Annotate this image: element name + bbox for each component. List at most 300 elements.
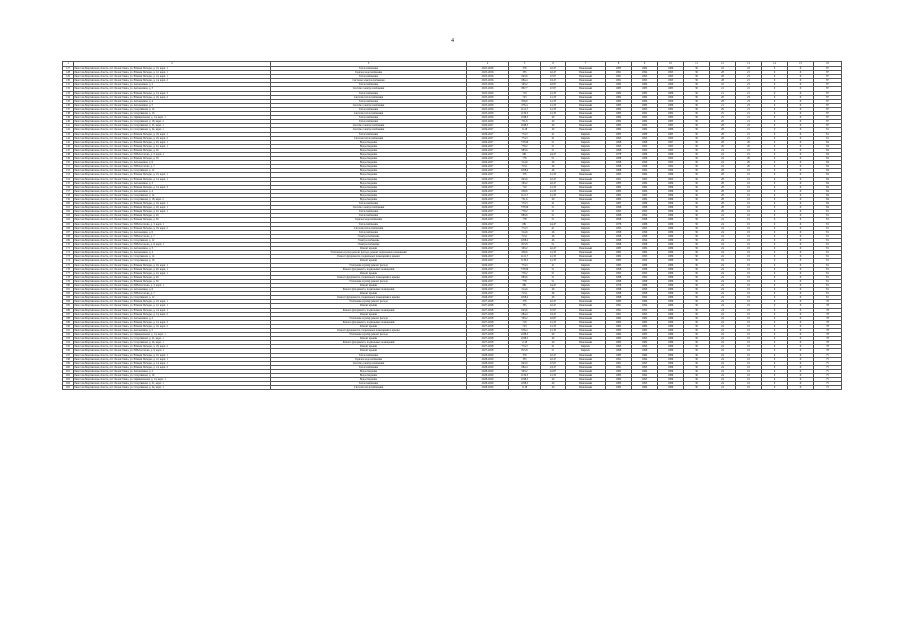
table-cell: 30 (684, 169, 710, 173)
table-cell: 0 (762, 369, 788, 373)
table-cell: 0 (762, 112, 788, 116)
table-cell: 87 (814, 71, 842, 75)
table-cell: 159 (63, 198, 74, 202)
table-cell: 30 (684, 357, 710, 361)
table-cell: 0 (762, 71, 788, 75)
table-cell: 30 (684, 181, 710, 185)
table-cell: 2027-2028 (467, 337, 509, 341)
table-cell: Кирпич (566, 161, 606, 165)
table-cell: 28 (710, 185, 736, 189)
table-cell: 1983 (606, 247, 632, 251)
table-cell: 30 (684, 157, 710, 161)
table-cell: Х (788, 382, 814, 386)
table-cell: 1995 (632, 337, 658, 341)
table-cell: 30 (684, 206, 710, 210)
table-cell: 1984 (632, 189, 658, 193)
table-cell: 19 (736, 263, 762, 267)
table-cell: Теплоснабжение (271, 353, 467, 357)
table-cell: 713,1 (509, 165, 541, 169)
table-cell: 1188,5 (509, 333, 541, 337)
table-cell: 643,6 (509, 361, 541, 365)
table-cell: Панельный (566, 374, 606, 378)
table-cell: 1985 (632, 320, 658, 324)
table-cell: 1986 (658, 292, 684, 296)
table-cell: Система электроснабжения (271, 124, 467, 128)
table-cell: Ряж.Сам.Мартинская область, пгт. Белая Глина, ул. Южная Победы, д. 18, корп. 2 (74, 136, 271, 140)
table-cell: Х (788, 140, 814, 144)
table-cell: 0 (762, 238, 788, 242)
table-cell: 1986 (658, 202, 684, 206)
table-cell: 43,47 (541, 79, 566, 83)
table-cell: 30 (684, 79, 710, 83)
table-cell: 24 (710, 333, 736, 337)
table-cell: 30 (684, 255, 710, 259)
table-cell: Теплоснабжение (271, 210, 467, 214)
table-cell: Ряж.Сам.Мартинская область, пгт. Белая Глина, ул. Н.Небогатова, д. 3, корп. 1 (74, 152, 271, 156)
table-cell: 2026-2027 (467, 206, 509, 210)
table-cell: 335 (509, 357, 541, 361)
table-cell: 2028-2029 (467, 378, 509, 382)
table-cell: 774,3 (509, 132, 541, 136)
table-cell: Теплоснабжение (271, 107, 467, 111)
table-cell: 24 (710, 263, 736, 267)
table-cell: 1986 (658, 296, 684, 300)
table-cell: Х (788, 247, 814, 251)
table-cell: Ряж.Сам.Мартинская область, пгт. Белая Глина, ул. Южная Победы, д. 14, корп. 2 (74, 79, 271, 83)
table-cell: 563,2 (509, 181, 541, 185)
table-cell: 1986 (658, 304, 684, 308)
table-cell: 19 (736, 353, 762, 357)
table-cell: Х (788, 243, 814, 247)
table-cell: 1986 (658, 345, 684, 349)
table-cell: Кирпич (566, 206, 606, 210)
table-cell: Х (788, 87, 814, 91)
table-cell: 47,67 (541, 308, 566, 312)
table-cell: Панельный (566, 365, 606, 369)
table-cell: 1986 (658, 349, 684, 353)
table-cell: Ряж.Сам.Мартинская область, пгт. Белая Глина, ул. Южная Победы, д. 12, корп. 1 (74, 304, 271, 308)
table-cell: Ряж.Сам.Мартинская область, пгт. Белая Глина, ул. Спортивной, д. 21, корп. 1 (74, 124, 271, 128)
table-cell: 0 (762, 374, 788, 378)
table-cell: Ряж.Сам.Мартинская область, пгт. Белая Глина, ул. Н.Небогатова, д. 3, корп. 1 (74, 283, 271, 287)
table-cell: 19 (736, 173, 762, 177)
table-cell: 81 (814, 255, 842, 259)
table-cell: 30 (684, 210, 710, 214)
table-cell: 24 (710, 255, 736, 259)
table-cell: 19 (736, 341, 762, 345)
table-cell: 1993 (658, 161, 684, 165)
table-cell: 0 (762, 247, 788, 251)
table-cell: 514,6 (509, 161, 541, 165)
table-cell: 26 (710, 120, 736, 124)
table-cell: 1982 (606, 185, 632, 189)
table-cell: Ряж.Сам.Мартинская область, пгт. Белая Глина, ул. Автономная, д. 4 (74, 189, 271, 193)
table-cell: 40 (541, 198, 566, 202)
table-cell: Ряж.Сам.Мартинская область, пгт. Белая Глина, ул. Южная Победы, д. 14, корп. 3 (74, 320, 271, 324)
table-cell: 30 (684, 124, 710, 128)
table-cell: 0 (762, 99, 788, 103)
table-cell: 1993 (658, 75, 684, 79)
table-cell: 30 (684, 222, 710, 226)
table-cell: 1998 (632, 165, 658, 169)
table-cell: 78 (814, 300, 842, 304)
table-cell: 30 (684, 341, 710, 345)
table-cell: 41 (541, 226, 566, 230)
table-cell: 0 (762, 67, 788, 71)
table-cell: 175 (63, 263, 74, 267)
table-cell: 1986 (658, 283, 684, 287)
table-cell: 1130,3 (509, 112, 541, 116)
table-cell: Х (788, 329, 814, 333)
table-cell: Ремонт фундамента, подвальных помещений и крыши (271, 296, 467, 300)
table-cell: Ряж.Сам.Мартинская область, пгт. Белая Глина, ул. Автономная, д. 2 (74, 316, 271, 320)
table-cell: Х (788, 128, 814, 132)
table-cell: Панельный (566, 259, 606, 263)
table-cell: Ряж.Сам.Мартинская область, пгт. Белая Глина, ул. Спортивной, д. 21, корп. 1 (74, 382, 271, 386)
table-cell: 51 (541, 279, 566, 283)
table-cell: 78 (814, 333, 842, 337)
table-cell: 19 (736, 218, 762, 222)
table-cell: Утепление и (или) ремонт фасада (271, 316, 467, 320)
table-cell: 1986 (658, 263, 684, 267)
table-cell: 24 (710, 218, 736, 222)
table-cell: 30 (684, 271, 710, 275)
table-cell: 2027-2028 (467, 341, 509, 345)
table-cell: 30 (684, 247, 710, 251)
table-cell: Х (788, 79, 814, 83)
table-cell: 1995 (606, 226, 632, 230)
table-cell: Х (788, 234, 814, 238)
table-cell: 681 (509, 222, 541, 226)
table-cell: 1992 (632, 259, 658, 263)
table-cell: Ремонт крыши (271, 271, 467, 275)
table-cell: Теплоснабжение (271, 382, 467, 386)
table-cell: 81 (814, 283, 842, 287)
table-cell: 1995 (632, 308, 658, 312)
table-cell: 1982 (606, 198, 632, 202)
table-cell: 1991 (606, 177, 632, 181)
table-cell: 24 (710, 378, 736, 382)
table-cell: Электроснабжение (271, 243, 467, 247)
table-cell: 1998 (632, 267, 658, 271)
table-cell: 0 (762, 263, 788, 267)
table-cell: 19 (736, 279, 762, 283)
table-cell: 2025-2026 (467, 83, 509, 87)
table-cell: Кирпич (566, 279, 606, 283)
table-cell: 81 (814, 222, 842, 226)
table-cell: 723 (509, 95, 541, 99)
table-row (63, 386, 842, 390)
table-cell: 1986 (658, 369, 684, 373)
table-cell: 20 (736, 144, 762, 148)
table-cell: 51 (541, 140, 566, 144)
table-cell: 1998 (606, 157, 632, 161)
table-cell: 134 (63, 95, 74, 99)
table-cell: 1986 (658, 324, 684, 328)
table-cell: 2026-2027 (467, 271, 509, 275)
table-cell: 153 (63, 173, 74, 177)
table-cell: 30 (684, 386, 710, 390)
table-cell: 155 (63, 181, 74, 185)
table-cell: 24 (710, 267, 736, 271)
table-cell: 41,33 (541, 185, 566, 189)
table-cell: 2026-2027 (467, 144, 509, 148)
table-cell: 41,33 (541, 91, 566, 95)
table-cell: 563,2 (509, 247, 541, 251)
table-cell: 87 (814, 79, 842, 83)
table-cell: 21 (710, 87, 736, 91)
table-cell: 30 (684, 116, 710, 120)
table-cell: 145 (63, 140, 74, 144)
table-cell: Ряж.Сам.Мартинская область, пгт. Белая Глина, ул. Южная Победы, д. 22, корп. 1 (74, 210, 271, 214)
table-cell: 0 (762, 132, 788, 136)
table-cell: Х (788, 222, 814, 226)
table-cell: 87 (814, 120, 842, 124)
table-cell: Панельный (566, 329, 606, 333)
table-cell: 41,33 (541, 329, 566, 333)
table-cell: 2026-2027 (467, 177, 509, 181)
table-cell: 127 (63, 67, 74, 71)
table-cell: 21 (710, 91, 736, 95)
table-cell: 30 (684, 324, 710, 328)
table-cell: 778,99 (509, 140, 541, 144)
table-cell: Ремонт крыши (271, 292, 467, 296)
table-cell: Ряж.Сам.Мартинская область, пгт. Белая Глина, ул. Автономная, д. 2 (74, 83, 271, 87)
table-cell: 1986 (658, 173, 684, 177)
table-cell: 0 (762, 353, 788, 357)
table-cell: 30 (684, 279, 710, 283)
table-cell: Ряж.Сам.Мартинская область, пгт. Белая Глина, ул. Южная Победы, д. 26 (74, 214, 271, 218)
table-cell: 1983 (606, 329, 632, 333)
table-cell: 1991 (606, 312, 632, 316)
table-cell: 0 (762, 316, 788, 320)
table-cell: 2026-2027 (467, 173, 509, 177)
table-cell: 19 (736, 386, 762, 390)
table-cell: 28 (710, 132, 736, 136)
column-header: 11 (684, 62, 710, 67)
table-cell: 1995 (606, 271, 632, 275)
table-cell: Х (788, 148, 814, 152)
table-cell: 30 (684, 230, 710, 234)
table-cell: Ремонт фундамента, подвальных помещений и крыши (271, 329, 467, 333)
table-cell: Водоотведение (271, 148, 467, 152)
table-cell: 173 (63, 255, 74, 259)
table-cell: 30 (684, 144, 710, 148)
table-cell: 81 (814, 132, 842, 136)
table-cell: 87 (814, 87, 842, 91)
table-cell: 19 (736, 320, 762, 324)
table-cell: 1995 (632, 79, 658, 83)
table-cell: Х (788, 136, 814, 140)
table-cell: 2026-2027 (467, 292, 509, 296)
table-cell: Панельный (566, 99, 606, 103)
table-cell: 1118 (509, 386, 541, 390)
table-cell: 2026-2027 (467, 279, 509, 283)
table-cell: 1982 (606, 316, 632, 320)
table-cell: Панельный (566, 189, 606, 193)
table-cell: Панельный (566, 320, 606, 324)
table-cell: 2026-2027 (467, 222, 509, 226)
table-cell: 30 (684, 112, 710, 116)
table-cell: 2025-2026 (467, 99, 509, 103)
table-cell: 19 (736, 181, 762, 185)
table-cell: 1986 (658, 189, 684, 193)
table-cell: Система электроснабжения (271, 206, 467, 210)
table-cell: Водоотведение (271, 152, 467, 156)
table-cell: Кирпич (566, 283, 606, 287)
table-cell: 0 (762, 259, 788, 263)
table-cell: 24 (710, 279, 736, 283)
table-cell: Панельный (566, 378, 606, 382)
table-cell: 1188,5 (509, 337, 541, 341)
table-cell: Панельный (566, 324, 606, 328)
table-cell: 24 (710, 152, 736, 156)
table-cell: 1985 (632, 87, 658, 91)
table-cell: 24 (710, 357, 736, 361)
table-cell: 643,6 (509, 75, 541, 79)
table-cell: 1986 (658, 222, 684, 226)
table-cell: 19 (736, 374, 762, 378)
table-cell: 44,47 (541, 152, 566, 156)
table-cell: 75 (814, 386, 842, 390)
table-cell: 1983 (658, 124, 684, 128)
table-cell: 19 (736, 255, 762, 259)
table-cell: 30 (684, 87, 710, 91)
table-cell: 30 (684, 218, 710, 222)
table-cell: 19 (736, 152, 762, 156)
table-cell: 30 (684, 337, 710, 341)
table-cell: 2026-2027 (467, 234, 509, 238)
table-cell: 185 (63, 304, 74, 308)
table-cell: Х (788, 369, 814, 373)
table-cell: 1995 (632, 333, 658, 337)
table-cell: 24 (710, 316, 736, 320)
table-cell: Панельный (566, 185, 606, 189)
table-cell: 87 (814, 112, 842, 116)
table-cell: 2028-2029 (467, 369, 509, 373)
table-cell: Х (788, 386, 814, 390)
table-cell: 1984 (632, 185, 658, 189)
table-cell: 188 (63, 316, 74, 320)
table-cell: 24 (710, 251, 736, 255)
table-cell: Ремонт фундамента, подвальных помещений (271, 288, 467, 292)
table-cell: 1986 (658, 275, 684, 279)
table-cell: 30 (684, 288, 710, 292)
table-cell: 1995 (632, 382, 658, 386)
table-cell: 2026-2027 (467, 198, 509, 202)
table-cell: 81 (814, 230, 842, 234)
table-cell: 1995 (606, 136, 632, 140)
table-cell: 51 (541, 218, 566, 222)
table-cell: 19 (736, 324, 762, 328)
table-cell: 75 (814, 382, 842, 386)
table-cell: 514,6 (509, 230, 541, 234)
table-cell: 1986 (658, 185, 684, 189)
table-cell: 129 (63, 75, 74, 79)
table-cell: 778,99 (509, 206, 541, 210)
table-cell: Панельный (566, 316, 606, 320)
table-cell: Панельный (566, 361, 606, 365)
table-cell: 1998 (606, 238, 632, 242)
table-cell: Х (788, 320, 814, 324)
table-cell: 22 (736, 124, 762, 128)
table-cell: 683,6 (509, 148, 541, 152)
table-cell: 2026-2027 (467, 230, 509, 234)
table-cell: 1994 (632, 169, 658, 173)
table-cell: 19 (736, 202, 762, 206)
table-cell: 42,47 (541, 67, 566, 71)
table-cell: Ряж.Сам.Мартинская область, пгт. Белая Глина, ул. Спортивной, д. 12 (74, 238, 271, 242)
table-cell: 28 (710, 140, 736, 144)
table-cell: 1984 (632, 95, 658, 99)
table-cell: 1984 (632, 99, 658, 103)
table-cell: Х (788, 189, 814, 193)
table-cell: 30 (684, 329, 710, 333)
table-cell: 42,47 (541, 300, 566, 304)
table-cell: 24 (710, 353, 736, 357)
table-cell: 24 (710, 230, 736, 234)
table-cell: 779,2 (509, 210, 541, 214)
column-header: 5 (509, 62, 541, 67)
table-cell: 1982 (606, 320, 632, 324)
table-cell: 1984 (632, 316, 658, 320)
table-cell: 1991 (606, 365, 632, 369)
table-cell: 84 (814, 193, 842, 197)
column-header: 6 (541, 62, 566, 67)
table-cell: 0 (762, 124, 788, 128)
table-cell: 41,33 (541, 251, 566, 255)
table-cell: 19 (736, 193, 762, 197)
table-cell: 41,33 (541, 193, 566, 197)
table-cell: Ряж.Сам.Мартинская область, пгт. Белая Глина, ул. Н.Небогатова, д. 9, корп. 1 (74, 349, 271, 353)
table-cell: 28 (710, 99, 736, 103)
column-header: 7 (566, 62, 606, 67)
table-cell: 2025-2026 (467, 95, 509, 99)
table-cell: 30 (684, 312, 710, 316)
table-cell: 1986 (658, 386, 684, 390)
table-cell: 81 (814, 226, 842, 230)
table-cell: 41,33 (541, 324, 566, 328)
table-cell: 205 (63, 386, 74, 390)
table-cell: 1986 (658, 234, 684, 238)
table-cell: 1982 (606, 91, 632, 95)
table-cell: 147 (63, 148, 74, 152)
table-cell: Панельный (566, 255, 606, 259)
table-cell: 0 (762, 283, 788, 287)
table-cell: 1989 (632, 202, 658, 206)
table-cell: 144 (63, 136, 74, 140)
table-cell: 1982 (606, 251, 632, 255)
table-cell: 20 (736, 157, 762, 161)
table-cell: 774,3 (509, 345, 541, 349)
table-cell: 1986 (658, 91, 684, 95)
table-cell: 42,87 (541, 83, 566, 87)
table-cell: 24 (710, 226, 736, 230)
table-cell: 1995 (632, 378, 658, 382)
table-cell: 181 (63, 288, 74, 292)
column-header: 1 (63, 62, 74, 67)
table-cell: 28 (710, 173, 736, 177)
column-header: 2 (74, 62, 271, 67)
table-cell: Панельный (566, 79, 606, 83)
table-cell: 81 (814, 214, 842, 218)
table-cell: 1983 (658, 120, 684, 124)
table-cell: Ряж.Сам.Мартинская область, пгт. Белая Глина, ул. Спортивной, д. 21, корп. 1 (74, 337, 271, 341)
table-cell: 21 (736, 107, 762, 111)
table-cell: 1985 (606, 263, 632, 267)
table-cell: 1982 (606, 189, 632, 193)
table-cell: Кирпич (566, 152, 606, 156)
